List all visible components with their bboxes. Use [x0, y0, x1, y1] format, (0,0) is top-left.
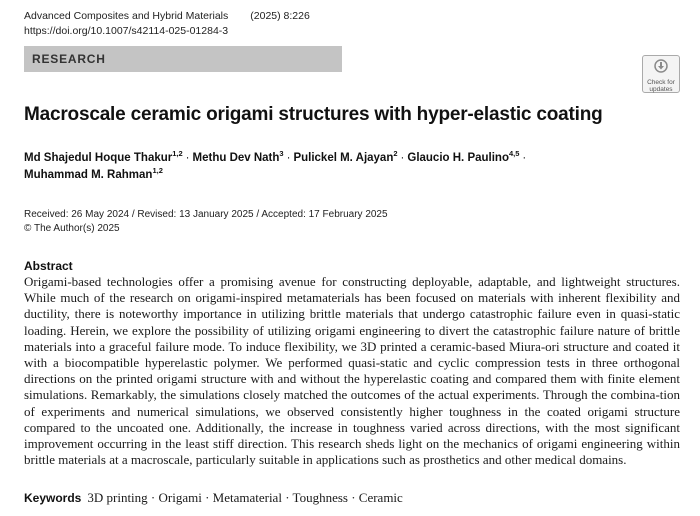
abstract-text: Origami-based technologies offer a promising avenue for constructing deployable, adaptable, and lightweight structures. While much of the research on origami-inspired metamaterials has been focused on materials with inherent flexibility and ductility, there is noteworthy importance in utilizing brittle materials that undergo catastrophic failure even in quasi-static loading. Herein, we explore the possibility of utilizing origami engineering to divert the catastrophic failure nature of brittle materials into a graceful failure mode. To induce flexibility, we 3D printed a ceramic-based Miura-ori structure and coated it with a biocompatible hyperelastic polymer. We performed quasi-static and cyclic compression tests in three orthogonal directions on the printed origami structure with and without the hyperelastic coating and compared them with finite element simulations. Remarkably, the simulations closely matched the outcomes of the actual experiments. Through the combina-tion of experiments and numerical simulations, we observed consistently higher toughness in the coated origami structure compared to the uncoated one. Additionally, the increase in toughness varied across directions, with the most significant improvement occurring in the least stiff direction. This research sheds light on the mechanics of origami engineering within brittle materials at a macroscale, particularly suitable in applications such as prosthetics and other medical domains. — [24, 274, 680, 468]
article-title: Macroscale ceramic origami structures with hyper-elastic coating — [24, 104, 603, 125]
author-affiliation: 2 — [393, 149, 398, 159]
article-type-label: RESEARCH — [32, 52, 106, 66]
keywords-section — [24, 490, 403, 506]
check-for-updates-button[interactable] — [642, 55, 680, 93]
author-separator: · — [522, 152, 527, 164]
journal-header — [24, 10, 310, 22]
copyright-notice: © The Author(s) 2025 — [24, 223, 120, 234]
author-separator: · — [286, 152, 291, 164]
article-type-banner — [24, 46, 342, 72]
check-for-updates-label: Check for updates — [647, 79, 675, 93]
author-name[interactable]: Glaucio H. Paulino — [407, 152, 509, 164]
doi-link[interactable]: https://doi.org/10.1007/s42114-025-01284-3 — [24, 25, 229, 37]
author-affiliation: 3 — [279, 149, 284, 159]
author-affiliation: 4,5 — [508, 149, 520, 159]
author-name[interactable]: Methu Dev Nath — [192, 152, 280, 164]
author-separator: · — [185, 152, 190, 164]
journal-volume: (2025) 8:226 — [250, 10, 310, 22]
abstract-heading: Abstract — [24, 259, 73, 273]
author-name[interactable]: Pulickel M. Ajayan — [293, 152, 394, 164]
keywords-label: Keywords — [24, 491, 82, 505]
author-name[interactable]: Md Shajedul Hoque Thakur — [24, 152, 173, 164]
author-affiliation: 1,2 — [152, 166, 163, 176]
author-separator: · — [400, 152, 405, 164]
check-for-updates-icon — [654, 59, 668, 78]
author-affiliation: 1,2 — [172, 149, 183, 159]
journal-name: Advanced Composites and Hybrid Materials — [24, 10, 229, 22]
author-name[interactable]: Muhammad M. Rahman — [24, 169, 153, 181]
date-history: Received: 26 May 2024 / Revised: 13 January 2025 / Accepted: 17 February 2025 — [24, 209, 388, 220]
author-list — [24, 150, 674, 184]
publication-dates — [24, 208, 388, 236]
keywords-list: 3D printing · Origami · Metamaterial · Toughness · Ceramic — [87, 490, 403, 505]
